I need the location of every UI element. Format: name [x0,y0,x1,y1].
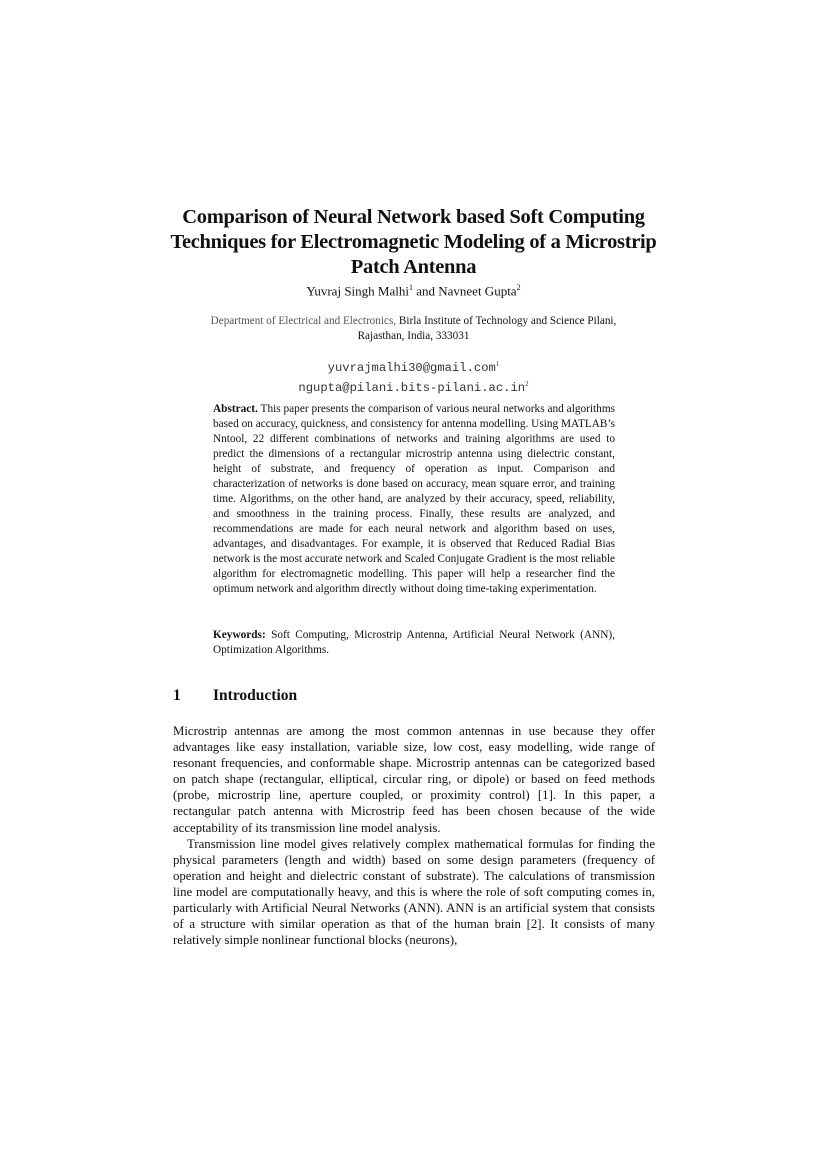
keywords-text: Soft Computing, Microstrip Antenna, Artificial Neural Network (ANN), Optimization Algorithms. [213,629,615,656]
section-heading [173,686,653,705]
author-affil-mark: 2 [516,283,521,292]
email-line [170,356,657,376]
title-line: Techniques for Electromagnetic Modeling of a Microstrip [170,231,657,253]
affiliation-department: Department of Electrical and Electronics, [210,315,399,327]
author-affil-mark: 1 [408,283,413,292]
body-paragraph: Microstrip antennas are among the most common antennas in use because they offer advantages like easy installation, variable size, low cost, easy modelling, wide range of resonant frequencies, and conformable shape. Microstrip antennas can be categorized based on patch shape (rectangular, elliptical, circular ring, or dipole) or based on feed methods (probe, microstrip line, aperture coupled, or proximity control) [1]. In this paper, a rectangular patch antenna with Microstrip feed has been chosen because of the wide acceptability of its transmission line model analysis. [173,724,655,835]
affiliation [170,314,657,344]
email-line [170,376,657,396]
author-name: Navneet Gupta [438,283,517,299]
abstract-label: Abstract. [213,403,258,415]
title-line: Comparison of Neural Network based Soft Computing [182,206,645,228]
body-paragraph: Transmission line model gives relatively complex mathematical formulas for finding the physical parameters (length and width) based on some design parameters (frequency of operation and height and dielectric constant of substrate). The calculations of transmission line model are computationally heavy, and this is where the role of soft computing comes in, particularly with Artificial Neural Networks (ANN). ANN is an artificial system that consists of a structure with similar operation as that of the human brain [2]. It consists of many relatively simple nonlinear functional blocks (neurons), [173,836,655,948]
author-conjunction: and [412,283,439,299]
email-mark: 1 [495,360,500,368]
abstract [213,402,615,597]
keywords-label: Keywords: [213,629,266,641]
affiliation-location: Rajasthan, India, 333031 [357,330,470,342]
email-address[interactable]: yuvrajmalhi30@gmail.com [327,361,496,376]
author-list [150,279,677,299]
section-number: 1 [173,687,181,704]
section-title: Introduction [213,687,298,704]
abstract-text: This paper presents the comparison of various neural networks and algorithms based on accuracy, quickness, and consistency for antenna modelling. Using MATLAB’s Nntool, 22 different combinations of networks and training algorithms are used to predict the dimensions of a rectangular microstrip antenna using dielectric constant, height of substrate, and frequency of operation as input. Comparison and characterization of networks is done based on accuracy, mean square error, and training time. Algorithms, on the other hand, are analyzed by their accuracy, speed, reliability, and smoothness in the training process. Finally, these results are analyzed, and recommendations are made for each neural network and algorithm based on uses, advantages, and disadvantages. For example, it is observed that Reduced Radial Bias network is the most accurate network and Scaled Conjugate Gradient is the most reliable algorithm for electromagnetic modelling. This paper will help a researcher find the optimum network and algorithm directly without doing time-taking experimentation. [213,403,615,595]
keywords [213,628,615,658]
paper-title [150,205,677,280]
title-line: Patch Antenna [350,256,477,278]
section-body [173,723,655,948]
email-mark: 2 [525,380,529,389]
author-name: Yuvraj Singh Malhi [306,283,409,299]
email-address[interactable]: ngupta@pilani.bits-pilani.ac.in [298,381,526,396]
email-list [170,356,657,396]
affiliation-institute: Birla Institute of Technology and Science Pilani, [398,315,617,327]
